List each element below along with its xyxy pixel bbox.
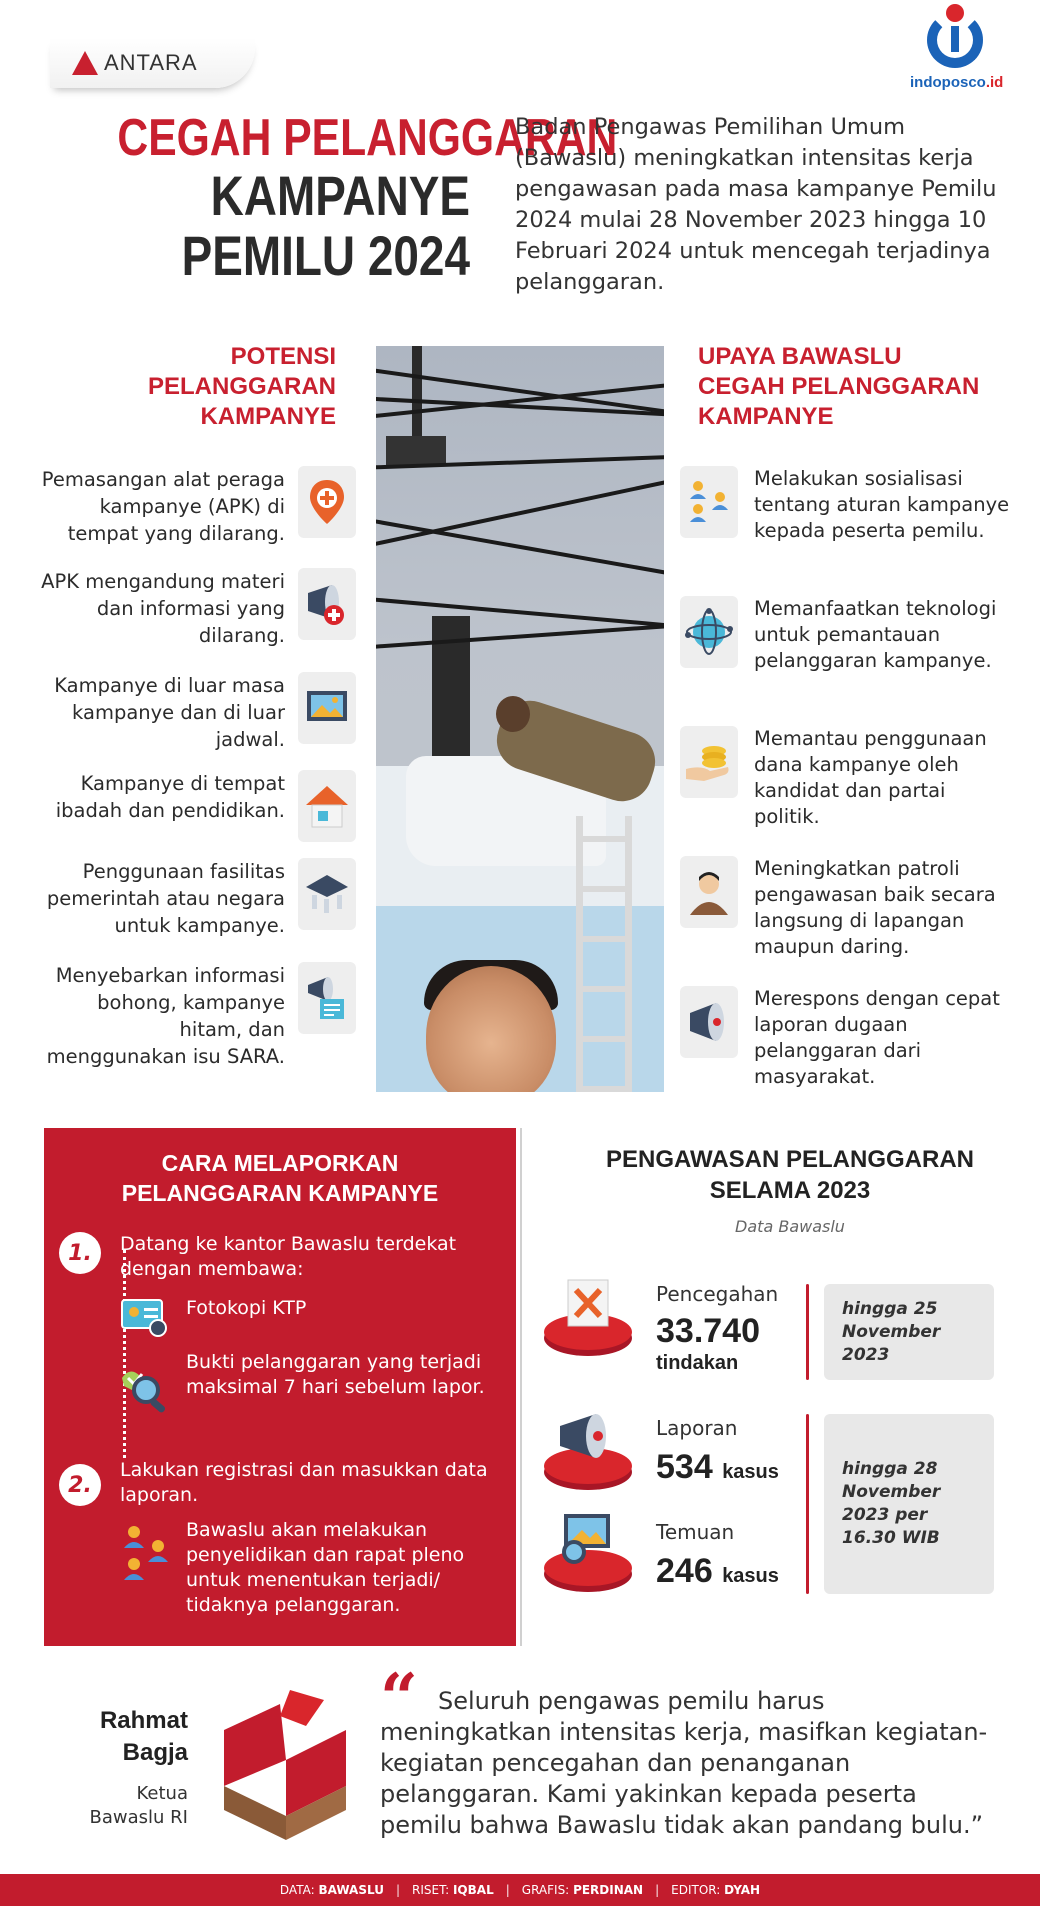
ladder xyxy=(576,816,632,1092)
coins-hand-icon xyxy=(680,726,738,798)
upaya-item: Meningkatkan patroli pengawasan baik secara langsung di lapangan maupun daring. xyxy=(680,856,1010,960)
upaya-item: Memanfaatkan teknologi untuk pemantauan pelanggaran kampanye. xyxy=(680,596,1010,674)
potensi-item: Kampanye di luar masa kampanye dan di luar jadwal. xyxy=(40,672,360,753)
indoposco-logo-tld: .id xyxy=(985,74,1004,91)
antara-mark-icon xyxy=(72,51,98,75)
map-pin-icon xyxy=(298,466,356,538)
credit-grafis: PERDINAN xyxy=(573,1883,644,1897)
vertical-divider xyxy=(520,1128,522,1646)
speaker-role: Ketua Bawaslu RI xyxy=(89,1783,188,1828)
credits-footer: DATA: BAWASLU | RISET: IQBAL | GRAFIS: PERDINAN | EDITOR: DYAH xyxy=(0,1874,1040,1906)
house-icon xyxy=(298,770,356,842)
step-2-text: Lakukan registrasi dan masukkan data laporan. xyxy=(120,1459,488,1506)
prevention-sign-icon xyxy=(538,1272,638,1362)
laporan-value: 534 kasus xyxy=(656,1448,779,1486)
megaphone-icon xyxy=(298,568,356,640)
upaya-heading: UPAYA BAWASLU CEGAH PELANGGARAN KAMPANYE xyxy=(698,343,980,430)
speaker-document-icon xyxy=(298,962,356,1034)
antara-logo xyxy=(50,38,255,88)
worker-figure xyxy=(456,696,656,826)
potensi-item: Penggunaan fasilitas pemerintah atau negara untuk kampanye. xyxy=(40,858,360,939)
upaya-item: Merespons dengan cepat laporan dugaan pelanggaran dari masyarakat. xyxy=(680,986,1010,1090)
report-heading: CARA MELAPORKAN PELANGGARAN KAMPANYE xyxy=(121,1150,439,1206)
sub-item-bukti: Bukti pelanggaran yang terjadi maksimal 7 hari sebelum lapor. xyxy=(186,1351,485,1398)
megaphone-icon xyxy=(680,986,738,1058)
title-line-2: KAMPANYE xyxy=(210,164,470,227)
title-line-3: PEMILU 2024 xyxy=(181,224,470,287)
red-divider xyxy=(806,1284,809,1380)
credit-data: BAWASLU xyxy=(318,1883,384,1897)
antara-logo-text: ANTARA xyxy=(104,50,198,75)
evidence-magnifier-icon xyxy=(120,1362,174,1416)
date-note-2: hingga 28 November 2023 per 16.30 WIB xyxy=(824,1414,994,1594)
title-line-1: CEGAH PELANGGARAN xyxy=(117,109,618,167)
report-guide-panel xyxy=(44,1128,516,1646)
quote-text: Seluruh pengawas pemilu harus meningkatkan intensitas kerja, masifkan kegiatan-kegiatan pencegahan dan penanganan pelanggaran. Kami yakinkan kepada peserta pemilu bahwa Bawaslu tidak akan pandang bulu.” xyxy=(380,1687,988,1839)
pencegahan-value: 33.740 xyxy=(656,1312,760,1350)
laporan-label: Laporan xyxy=(656,1416,738,1440)
monitor-magnifier-icon xyxy=(538,1508,638,1598)
potensi-item: Menyebarkan informasi bohong, kampanye hitam, dan menggunakan isu SARA. xyxy=(40,962,360,1070)
pencegahan-unit: tindakan xyxy=(656,1352,739,1374)
potensi-item: Kampanye di tempat ibadah dan pendidikan. xyxy=(40,770,360,842)
potensi-heading: POTENSI PELANGGARAN KAMPANYE xyxy=(147,343,336,430)
stats-heading: PENGAWASAN PELANGGARAN SELAMA 2023 xyxy=(605,1146,975,1204)
sub-item-ktp: Fotokopi KTP xyxy=(186,1297,307,1319)
sub-item-penyelidikan: Bawaslu akan melakukan penyelidikan dan rapat pleno untuk menentukan terjadi/ tidaknya pelanggaran. xyxy=(186,1519,465,1616)
pencegahan-label: Pencegahan xyxy=(656,1282,779,1306)
date-note-1: hingga 25 November 2023 xyxy=(824,1284,994,1380)
campaign-photo xyxy=(376,346,664,1092)
red-divider xyxy=(806,1414,809,1594)
laporan-unit: kasus xyxy=(722,1461,779,1483)
temuan-unit: kasus xyxy=(722,1565,779,1587)
indoposco-logo-text: indoposco xyxy=(910,74,986,91)
potensi-item: APK mengandung materi dan informasi yang dilarang. xyxy=(40,568,360,649)
people-network-icon xyxy=(120,1524,172,1586)
id-card-icon xyxy=(120,1292,168,1340)
people-network-icon xyxy=(680,466,738,538)
quote-mark-icon: “ xyxy=(380,1659,418,1737)
upaya-item: Melakukan sosialisasi tentang aturan kampanye kepada peserta pemilu. xyxy=(680,466,1010,544)
credit-editor: DYAH xyxy=(724,1883,761,1897)
government-building-icon xyxy=(298,858,356,930)
potensi-item: Pemasangan alat peraga kampanye (APK) di tempat yang dilarang. xyxy=(40,466,360,547)
globe-network-icon xyxy=(680,596,738,668)
billboard-icon xyxy=(298,672,356,744)
indoposco-logo xyxy=(910,12,1004,102)
stats-source: Data Bawaslu xyxy=(735,1217,845,1236)
person-icon xyxy=(680,856,738,928)
page-title xyxy=(117,109,618,287)
speaker-name: Rahmat Bagja xyxy=(99,1707,188,1766)
step-1-number: 1. xyxy=(59,1232,101,1274)
step-2-number: 2. xyxy=(59,1464,101,1506)
megaphone-icon xyxy=(538,1406,638,1496)
step-1-text: Datang ke kantor Bawaslu terdekat dengan membawa: xyxy=(120,1233,457,1280)
temuan-value: 246 kasus xyxy=(656,1552,779,1590)
credit-riset: IQBAL xyxy=(452,1883,494,1897)
bawaslu-logo xyxy=(220,1690,350,1840)
indoposco-mark-icon xyxy=(927,12,983,68)
temuan-label: Temuan xyxy=(656,1520,735,1544)
upaya-item: Memantau penggunaan dana kampanye oleh kandidat dan partai politik. xyxy=(680,726,1010,830)
intro-paragraph: Badan Pengawas Pemilihan Umum (Bawaslu) meningkatkan intensitas kerja pengawasan pada masa kampanye Pemilu 2024 mulai 28 November 2023 hingga 10 Februari 2024 untuk mencegah terjadinya pelanggaran. xyxy=(515,114,997,295)
